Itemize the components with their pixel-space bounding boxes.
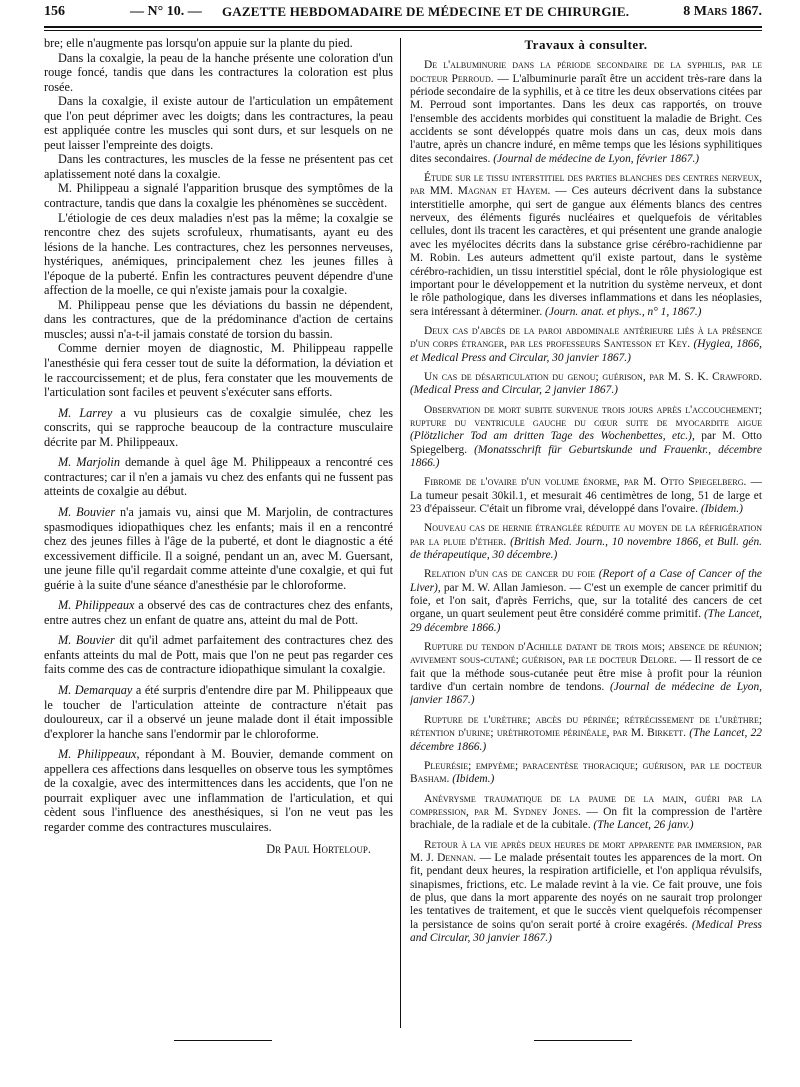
left-column xyxy=(44,36,393,1036)
paragraph: Dans les contractures, les muscles de la fesse ne présentent pas cet aplatissement noté dans la coxalgie. xyxy=(44,152,393,181)
paragraph: M. Marjolin demande à quel âge M. Philippeaux a rencontré ces contractures; car il n'en a jamais vu chez des enfants qui ne fussent pas atteints de coxalgie au début. xyxy=(44,455,393,499)
bibliography-entry: Fibrome de l'ovaire d'un volume énorme, par M. Otto Spiegelberg. — La tumeur pesait 30kil.1, et mesurait 46 centimètres de long, 51 de large et 23 d'épaisseur. C'était un fibrome vrai, développé dans l'ovaire. (Ibidem.) xyxy=(410,476,762,515)
bibliography-entry: Relation d'un cas de cancer du foie (Report of a Case of Cancer of the Liver), par M. W. Allan Jamieson. — C'est un exemple de cancer primitif du foie, et l'on sait, d'après Ferrichs, que, sur la totalité des cancers de cet organe, un quart seulement peut être considéré comme primitif. (The Lancet, 29 décembre 1866.) xyxy=(410,568,762,634)
bibliography-entry: Deux cas d'abcès de la paroi abdominale antérieure liés à la présence d'un corps étranger, par les professeurs Santesson et Key. (Hygiea, 1866, et Medical Press and Circular, 30 janvier 1867.) xyxy=(410,324,762,364)
paragraph: M. Bouvier n'a jamais vu, ainsi que M. Marjolin, de contractures spasmodiques idiopathiques chez les enfants; mais il en a rencontré chez des jeunes filles à l'âge de la puberté, et dont le diagnostic a été excessivement difficile. Il a soigné, pendant un an, avec M. Guersant, une jeune fille qu'il regardait comme atteinte d'une coxalgie, et qui fut guérie à la suite d'une séance d'anesthésie par le chloroforme. xyxy=(44,504,393,592)
paragraph: M. Philippeaux, répondant à M. Bouvier, demande comment on appellera ces affections dans lesquelles on observe tous les symptômes de la coxalgie, avec des intermittences dans les accidents, que l'on ne pourrait expliquer avec une inflammation de l'articulation, et qui cèdent sous l'influence des anesthésiques, si l'on ne veut pas les regarder comme des contractures musculaires. xyxy=(44,747,393,834)
section-title: Travaux à consulter. xyxy=(524,37,648,52)
bibliography-entry: Observation de mort subite survenue trois jours après l'accouchement; rupture du ventricule gauche du cœur suite de myocardite aigue (Plötzlicher Tod am dritten Tage des Wochenbettes, etc.), par M. Otto Spiegelberg. (Monatsschrift für Geburtskunde und Frauenkr., décembre 1866.) xyxy=(410,403,762,469)
header-rule-thin xyxy=(44,30,762,31)
page-number: 156 xyxy=(44,4,65,19)
speaker-name: M. Philippeaux xyxy=(58,598,135,613)
bibliography-entry: Rupture du tendon d'Achille datant de trois mois; absence de réunion; avivement sous-cutané; guérison, par le docteur Delore. — Il ressort de ce fait que la méthode sous-cutanée peut être mise à profit pour la réunion tardive d'un certain nombre de tendons. (Journal de médecine de Lyon, janvier 1867.) xyxy=(410,641,762,707)
speaker-name: M. Bouvier xyxy=(58,504,116,519)
paragraph: M. Philippeau a signalé l'apparition brusque des symptômes de la contracture, tandis que dans la coxalgie les phénomènes se succèdent. xyxy=(44,181,393,211)
bibliography-entry: Anévrysme traumatique de la paume de la main, guéri par la compression, par M. Sydney Jones. — On fit la compression de l'artère brachiale, de la radiale et de la cubitale. (The Lancet, 26 janv.) xyxy=(410,792,762,832)
bibliography-entry: Un cas de désarticulation du genou; guérison, par M. S. K. Crawford. (Medical Press and Circular, 2 janvier 1867.) xyxy=(410,370,762,397)
speaker-name: M. Demarquay xyxy=(58,682,133,697)
author-signature: Dr Paul Horteloup. xyxy=(266,842,371,857)
bibliography-entry: Nouveau cas de hernie étranglée réduite au moyen de la réfrigération par la pluie d'éther. (British Med. Journ., 10 novembre 1866, et Bull. gén. de thérapeutique, 30 décembre.) xyxy=(410,522,762,562)
paragraph: M. Philippeau pense que les déviations du bassin ne dépendent, dans les contractures, que de la prédominance d'action de certains muscles; aussi n'a-t-il jamais constaté de torsion du bassin. xyxy=(44,297,393,341)
right-column xyxy=(410,36,762,1036)
speaker-name: M. Philippeaux, xyxy=(58,747,140,762)
speaker-name: M. Larrey xyxy=(58,405,113,420)
column-end-rule xyxy=(534,1040,632,1041)
paragraph: M. Larrey a vu plusieurs cas de coxalgie simulée, chez les conscrits, qui se rapproche beaucoup de la contracture musculaire décrite par M. Philippeaux. xyxy=(44,405,393,449)
bibliography-entry: De l'albuminurie dans la période secondaire de la syphilis, par le docteur Perroud. — L'albuminurie paraît être un accident très-rare dans la période secondaire de la syphilis, et à ce titre les deux observations citées par M. Perroud sont importantes. Dans les deux cas rapportés, on trouve l'ensemble des accidents morbides qui constituent la maladie de Bright. Ces accidents se sont développés quatre mois dans un cas, deux mois dans l'autre, après un chancre induré, en même temps que les lésions syphilitiques dites secondaires. (Journal de médecine de Lyon, février 1867.) xyxy=(410,59,762,165)
journal-title: GAZETTE HEBDOMADAIRE DE MÉDECINE ET DE CHIRURGIE. xyxy=(222,4,630,19)
running-header xyxy=(44,0,762,28)
header-rule xyxy=(44,26,762,28)
paragraph: M. Bouvier dit qu'il admet parfaitement des contractures chez des enfants atteints du mal de Pott, mais que l'on ne peut pas regarder ces faits comme des cas de contracture idiopathique simulant la coxalgie. xyxy=(44,633,393,677)
paragraph: bre; elle n'augmente pas lorsqu'on appuie sur la plante du pied. xyxy=(44,36,353,50)
bibliography-entry: Retour à la vie après deux heures de mort apparente par immersion, par M. J. Dennan. — Le malade présentait toutes les apparences de la mort. On fit, pendant deux heures, la respiration artificielle, et l'on appliqua révulsifs, sinapismes, frictions, etc. Le malade revint à la vie. Ce fait prouve, une fois de plus, que dans la mort apparente des noyés on ne saurait trop prolonger les tentatives de traitement, et que le succès vient quelquefois récompenser la persistance de soins qu'on serait porté à croire exagérés. (Medical Press and Circular, 30 janvier 1867.) xyxy=(410,838,762,944)
column-end-rule xyxy=(174,1040,272,1041)
paragraph: L'étiologie de ces deux maladies n'est pas la même; la coxalgie se rencontre chez des sujets scrofuleux, rhumatisants, ayant eu des lésions de la hanche. Les contractures, chez les personnes nerveuses, hystériques, anémiques, principalement chez les jeunes filles à l'époque de la puberté. Enfin les contractures peuvent dépendre d'une affection de la moelle, ce qui n'existe jamais pour la coxalgie. xyxy=(44,210,393,298)
issue-date: 8 Mars 1867. xyxy=(683,4,762,19)
speaker-name: M. Marjolin xyxy=(58,455,120,470)
paragraph: M. Philippeaux a observé des cas de contractures chez des enfants, entre autres chez un enfant de quatre ans, atteint du mal de Pott. xyxy=(44,598,393,627)
issue-number: — N° 10. — xyxy=(130,4,202,19)
bibliography-entry: Étude sur le tissu interstitiel des parties blanches des centres nerveux, par MM. Magnan et Hayem. — Ces auteurs décrivent dans la substance interstitielle amorphe, qui sert de gangue aux éléments blancs des centres nerveux, des éléments figurés nucléaires et quelquefois de véritables cellules, dont ils tracent les caractères, et qui présentent une grande analogie avec les myélocites décrits dans la substance grise cérébro-rachidienne par M. Robin. Les auteurs admettent qu'il existe partout, dans le système cérébro-rachidien, un tissu interstitiel spécial, dont le rôle physiologique est important pour le développement et la nutrition du système nerveux, et dont le rôle pathologique, dans les diverses inflammations et dans les néoplasies, sera intéressant à déterminer. (Journ. anat. et phys., n° 1, 1867.) xyxy=(410,172,762,318)
paragraph: Dans la coxalgie, il existe autour de l'articulation un empâtement que l'on peut déprimer avec les doigts; dans les contractures, la peau est appliquée contre les muscles qui sont durs, et sur lesquels on ne peut laisser l'empreinte des doigts. xyxy=(44,94,393,152)
speaker-name: M. Bouvier xyxy=(58,633,115,648)
bibliography-entry: Pleurésie; empyème; paracentèse thoracique; guérison, par le docteur Basham. (Ibidem.) xyxy=(410,759,762,786)
paragraph: M. Demarquay a été surpris d'entendre dire par M. Philippeaux que le toucher de l'articulation atteinte de contracture n'était pas douloureux, car il a observé un jeune malade dont il était impossible d'explorer la hanche sans l'endormir par le chloroforme. xyxy=(44,682,393,741)
bibliography-entry: Rupture de l'urèthre; abcès du périnée; rétrécissement de l'urèthre; rétention d'urine; uréthrotomie périnéale, par M. Birkett. (The Lancet, 22 décembre 1866.) xyxy=(410,713,762,753)
paragraph: Comme dernier moyen de diagnostic, M. Philippeau rappelle l'anesthésie qui fera cesser tout de suite la déformation, la déviation et le raccourcissement; et de plus, fera constater que les mouvements de l'articulation sont faciles et peuvent s'exécuter sans efforts. xyxy=(44,341,393,400)
paragraph: Dans la coxalgie, la peau de la hanche présente une coloration d'un rouge foncé, tandis que dans les contractures la coloration est plus rosée. xyxy=(44,50,393,94)
column-divider xyxy=(400,38,401,1028)
